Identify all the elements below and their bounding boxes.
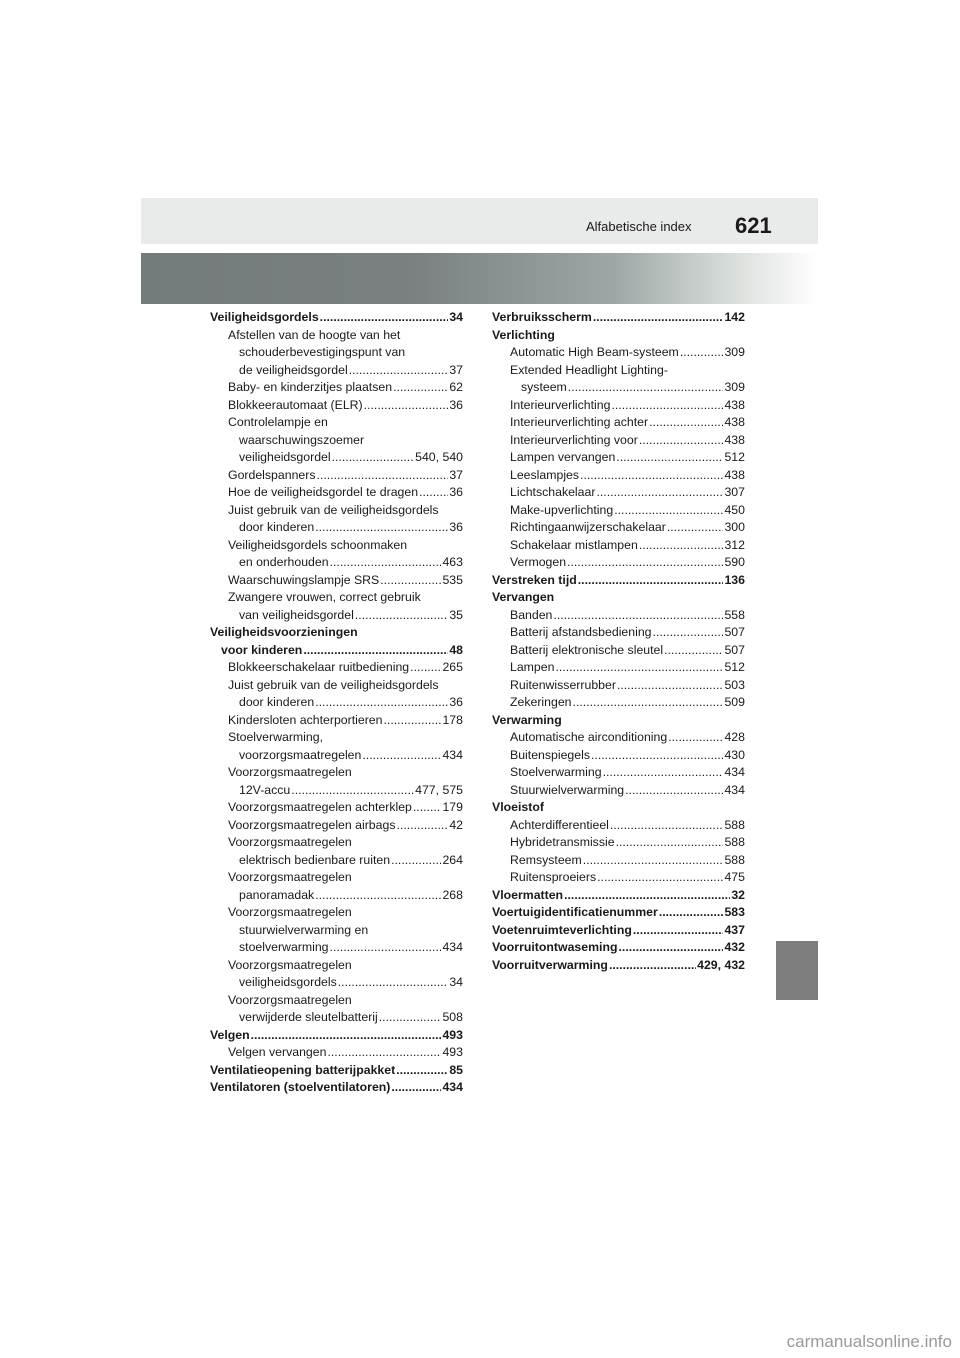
index-entry <box>492 414 745 432</box>
entry-page: 503 <box>724 677 745 692</box>
entry-page: 264 <box>442 852 463 867</box>
dot-leader <box>668 729 723 747</box>
entry-page: 450 <box>724 502 745 517</box>
index-entry <box>492 537 745 555</box>
index-entry <box>492 904 745 922</box>
entry-term: Voertuigidentificatienummer <box>492 905 658 919</box>
dot-leader <box>580 467 723 485</box>
dot-leader <box>391 852 441 870</box>
entry-term: Automatische airconditioning <box>510 730 668 744</box>
entry-term: Blokkeerschakelaar ruitbediening <box>228 660 410 674</box>
dot-leader <box>614 502 723 520</box>
entry-term: Verbruiksscherm <box>492 310 592 324</box>
entry-term: Richtingaanwijzerschakelaar <box>510 520 666 534</box>
entry-term: Lichtschakelaar <box>510 485 596 499</box>
index-entry <box>210 887 463 905</box>
dot-leader <box>664 642 723 660</box>
entry-term: Lampen <box>510 660 555 674</box>
entry-page: 268 <box>442 887 463 902</box>
entry-term: Velgen <box>210 1027 250 1042</box>
dot-leader <box>616 449 723 467</box>
index-line: Juist gebruik van de veiligheidsgordels <box>228 502 439 517</box>
index-entry <box>492 432 745 450</box>
index-line: Voorzorgsmaatregelen <box>228 835 352 849</box>
entry-page: 265 <box>442 660 463 674</box>
dot-leader <box>338 974 449 992</box>
index-entry <box>210 782 463 800</box>
entry-page: 36 <box>449 520 463 534</box>
entry-page: 428 <box>724 730 745 744</box>
dot-leader <box>317 467 449 485</box>
index-entry <box>210 554 463 572</box>
index-entry <box>210 852 463 870</box>
entry-page: 429, 432 <box>697 957 745 972</box>
entry-page: 178 <box>442 712 463 727</box>
index-entry <box>492 397 745 415</box>
entry-term: Kindersloten achterportieren <box>228 712 383 727</box>
index-entry <box>210 484 463 502</box>
entry-term: Interieurverlichting <box>510 397 611 412</box>
dot-leader <box>320 309 449 327</box>
entry-term: Voorruitontwaseming <box>492 940 618 954</box>
index-entry <box>210 799 463 817</box>
entry-term: Voetenruimteverlichting <box>492 922 632 937</box>
entry-term: Voorzorgsmaatregelen airbags <box>228 817 396 832</box>
index-entry <box>210 1044 463 1062</box>
dot-leader <box>617 677 724 695</box>
dot-leader <box>578 572 724 590</box>
entry-page: 36 <box>449 485 463 499</box>
index-entry <box>492 887 745 905</box>
index-entry <box>210 467 463 485</box>
index-entry <box>210 362 463 380</box>
dot-leader <box>364 397 449 415</box>
entry-page: 509 <box>724 695 745 709</box>
entry-page: 434 <box>442 1080 463 1094</box>
entry-term: Ruitensproeiers <box>510 870 597 884</box>
entry-term: Ventilatieopening batterijpakket <box>210 1062 396 1077</box>
entry-page: 438 <box>724 397 745 412</box>
entry-term: voor kinderen <box>221 642 303 657</box>
index-entry <box>492 572 745 590</box>
dot-leader <box>597 869 723 887</box>
entry-term: voorzorgsmaatregelen <box>239 747 362 762</box>
dot-leader <box>583 852 724 870</box>
entry-term: Interieurverlichting voor <box>510 432 638 447</box>
entry-term: Batterij elektronische sleutel <box>510 642 664 657</box>
entry-term: stoelverwarming <box>239 940 329 954</box>
entry-page: 437 <box>724 922 745 937</box>
index-line: Juist gebruik van de veiligheidsgordels <box>228 677 439 692</box>
entry-page: 493 <box>442 1045 463 1059</box>
index-entry <box>492 659 745 677</box>
dot-leader <box>680 344 724 362</box>
dot-leader <box>379 1009 442 1027</box>
dot-leader <box>618 939 723 957</box>
entry-page: 558 <box>724 607 745 622</box>
dot-leader <box>553 607 723 625</box>
entry-page: 477, 575 <box>415 782 463 797</box>
index-line: Veiligheidsgordels schoonmaken <box>228 537 408 552</box>
entry-page: 438 <box>724 432 745 447</box>
index-entry <box>210 817 463 835</box>
entry-term: Ventilatoren (stoelventilatoren) <box>210 1080 391 1094</box>
entry-page: 48 <box>449 642 463 657</box>
index-entry <box>492 607 745 625</box>
entry-term: Stoelverwarming <box>510 765 602 779</box>
chapter-tab <box>776 941 818 1000</box>
entry-page: 34 <box>449 975 463 989</box>
dot-leader <box>315 694 448 712</box>
entry-page: 179 <box>442 800 463 814</box>
index-entry <box>492 484 745 502</box>
dot-leader <box>625 782 723 800</box>
entry-term: Vermogen <box>510 555 567 569</box>
dot-leader <box>330 554 442 572</box>
index-entry <box>492 624 745 642</box>
entry-page: 438 <box>724 467 745 482</box>
index-entry <box>210 519 463 537</box>
index-entry <box>492 957 745 975</box>
entry-page: 312 <box>724 537 745 552</box>
entry-page: 85 <box>449 1062 463 1077</box>
entry-term: en onderhouden <box>239 555 329 569</box>
entry-term: Batterij afstandsbediening <box>510 625 652 639</box>
header-banner <box>141 253 818 304</box>
entry-term: 12V-accu <box>239 782 291 797</box>
entry-term: Veiligheidsgordels <box>210 310 319 324</box>
dot-leader <box>362 747 441 765</box>
index-entry <box>492 939 745 957</box>
dot-leader <box>391 1079 441 1097</box>
dot-leader <box>315 519 448 537</box>
index-entry <box>492 782 745 800</box>
dot-leader <box>610 817 724 835</box>
entry-page: 475 <box>724 870 745 884</box>
index-entry <box>210 397 463 415</box>
index-entry <box>210 1079 463 1097</box>
index-line: Veiligheidsvoorzieningen <box>210 625 358 639</box>
entry-page: 540, 540 <box>415 450 463 464</box>
entry-page: 463 <box>442 555 463 569</box>
entry-term: Velgen vervangen <box>228 1045 327 1059</box>
dot-leader <box>315 887 441 905</box>
section-title: Alfabetische index <box>586 219 692 234</box>
index-entry <box>210 1027 463 1045</box>
entry-page: 588 <box>724 852 745 867</box>
index-line: Vloeistof <box>492 800 544 814</box>
index-entry <box>210 1009 463 1027</box>
dot-leader <box>611 397 723 415</box>
entry-term: Achterdifferentieel <box>510 817 609 832</box>
entry-page: 430 <box>724 747 745 762</box>
index-line: waarschuwingszoemer <box>239 432 365 447</box>
entry-term: elektrisch bedienbare ruiten <box>239 852 391 867</box>
entry-page: 62 <box>449 380 463 394</box>
entry-page: 36 <box>449 695 463 709</box>
entry-term: Ruitenwisserrubber <box>510 677 616 692</box>
entry-term: Baby- en kinderzitjes plaatsen <box>228 380 393 394</box>
entry-term: Zekeringen <box>510 695 572 709</box>
index-entry <box>210 572 463 590</box>
entry-page: 434 <box>442 747 463 762</box>
index-line: Voorzorgsmaatregelen <box>228 905 352 919</box>
index-line: Zwangere vrouwen, correct gebruik <box>228 590 421 604</box>
index-entry <box>210 1062 463 1080</box>
index-line: Voorzorgsmaatregelen <box>228 957 352 972</box>
index-line: Verlichting <box>492 327 555 342</box>
index-entry <box>210 974 463 992</box>
entry-term: Remsysteem <box>510 852 582 867</box>
index-entry <box>492 852 745 870</box>
index-line: Vervangen <box>492 590 555 604</box>
entry-page: 434 <box>724 765 745 779</box>
index-line: Voorzorgsmaatregelen <box>228 992 352 1007</box>
entry-term: Lampen vervangen <box>510 450 616 464</box>
index-entry <box>492 747 745 765</box>
entry-page: 512 <box>724 450 745 464</box>
dot-leader <box>639 432 724 450</box>
dot-leader <box>393 379 448 397</box>
dot-leader <box>396 1062 448 1080</box>
entry-page: 309 <box>724 380 745 394</box>
entry-page: 590 <box>724 555 745 569</box>
dot-leader <box>667 519 724 537</box>
index-entry <box>210 712 463 730</box>
dot-leader <box>413 799 442 817</box>
index-entry <box>210 379 463 397</box>
header-bar <box>141 198 818 244</box>
dot-leader <box>567 554 723 572</box>
entry-term: Stuurwielverwarming <box>510 782 625 797</box>
dot-leader <box>380 572 441 590</box>
dot-leader <box>384 712 442 730</box>
index-entry <box>492 344 745 362</box>
entry-term: veiligheidsgordel <box>239 450 331 464</box>
dot-leader <box>649 414 723 432</box>
index-entry <box>492 694 745 712</box>
entry-term: Buitenspiegels <box>510 747 590 762</box>
index-entry <box>210 642 463 660</box>
index-entry <box>492 502 745 520</box>
entry-term: Voorruitverwarming <box>492 957 608 972</box>
dot-leader <box>555 659 723 677</box>
dot-leader <box>330 939 442 957</box>
index-line: schouderbevestigingspunt van <box>239 345 406 359</box>
dot-leader <box>327 1044 441 1062</box>
entry-page: 507 <box>724 625 745 639</box>
dot-leader <box>659 904 724 922</box>
index-line: Voorzorgsmaatregelen <box>228 765 352 779</box>
dot-leader <box>396 817 448 835</box>
entry-page: 309 <box>724 345 745 359</box>
index-entry <box>210 449 463 467</box>
index-entry <box>210 659 463 677</box>
entry-term: veiligheidsgordels <box>239 975 337 989</box>
entry-term: Hoe de veiligheidsgordel te dragen <box>228 485 419 499</box>
entry-page: 42 <box>449 817 463 832</box>
index-entry <box>492 449 745 467</box>
dot-leader <box>410 659 441 677</box>
entry-page: 34 <box>449 310 463 324</box>
index-entry <box>210 747 463 765</box>
entry-page: 438 <box>724 415 745 429</box>
dot-leader <box>419 484 448 502</box>
dot-leader <box>303 642 448 660</box>
entry-term: door kinderen <box>239 520 315 534</box>
index-entry <box>492 729 745 747</box>
dot-leader <box>653 624 724 642</box>
dot-leader <box>291 782 414 800</box>
dot-leader <box>332 449 415 467</box>
dot-leader <box>591 747 723 765</box>
entry-term: Interieurverlichting achter <box>510 415 649 429</box>
entry-term: verwijderde sleutelbatterij <box>239 1010 378 1024</box>
dot-leader <box>596 484 723 502</box>
entry-page: 35 <box>449 607 463 622</box>
entry-page: 583 <box>724 905 745 919</box>
entry-term: Leeslampjes <box>510 467 580 482</box>
page-number: 621 <box>735 213 772 238</box>
dot-leader <box>349 362 449 380</box>
index-entry <box>492 834 745 852</box>
entry-term: Hybridetransmissie <box>510 835 615 849</box>
index-column-right <box>492 309 745 974</box>
dot-leader <box>573 694 724 712</box>
entry-term: Gordelspanners <box>228 467 316 482</box>
index-entry <box>492 519 745 537</box>
index-entry <box>492 642 745 660</box>
index-entry <box>210 607 463 625</box>
entry-page: 432 <box>724 940 745 954</box>
entry-term: Verstreken tijd <box>492 572 577 587</box>
index-entry <box>492 677 745 695</box>
entry-term: door kinderen <box>239 695 315 709</box>
entry-term: Blokkeerautomaat (ELR) <box>228 397 363 412</box>
entry-page: 507 <box>724 642 745 657</box>
dot-leader <box>355 607 448 625</box>
index-entry <box>492 467 745 485</box>
entry-page: 307 <box>724 485 745 499</box>
dot-leader <box>251 1027 442 1045</box>
entry-page: 434 <box>724 782 745 797</box>
entry-page: 37 <box>449 467 463 482</box>
index-entry <box>492 817 745 835</box>
entry-page: 535 <box>442 572 463 587</box>
dot-leader <box>593 309 724 327</box>
entry-page: 36 <box>449 397 463 412</box>
entry-page: 588 <box>724 835 745 849</box>
entry-term: de veiligheidsgordel <box>239 362 348 377</box>
dot-leader <box>639 537 724 555</box>
index-line: Controlelampje en <box>228 415 328 429</box>
index-entry <box>492 379 745 397</box>
index-entry <box>492 309 745 327</box>
entry-term: Automatic High Beam-systeem <box>510 345 679 359</box>
index-line: Voorzorgsmaatregelen <box>228 870 352 884</box>
index-entry <box>492 869 745 887</box>
index-line: stuurwielverwarming en <box>239 922 369 937</box>
index-line: Extended Headlight Lighting- <box>510 362 668 377</box>
index-entry <box>492 764 745 782</box>
entry-page: 136 <box>724 572 745 587</box>
entry-page: 37 <box>449 362 463 377</box>
entry-term: van veiligheidsgordel <box>239 607 354 622</box>
entry-term: Banden <box>510 607 553 622</box>
entry-term: Voorzorgsmaatregelen achterklep <box>228 800 412 814</box>
index-line: Verwarming <box>492 712 562 727</box>
entry-page: 32 <box>731 887 745 902</box>
index-line: Stoelverwarming, <box>228 730 323 744</box>
index-entry <box>492 922 745 940</box>
entry-page: 493 <box>442 1027 463 1042</box>
entry-page: 142 <box>724 310 745 324</box>
entry-term: Vloermatten <box>492 887 564 902</box>
index-entry <box>210 694 463 712</box>
dot-leader <box>564 887 730 905</box>
entry-term: Waarschuwingslampje SRS <box>228 572 380 587</box>
dot-leader <box>568 379 724 397</box>
index-line: Afstellen van de hoogte van het <box>228 327 401 342</box>
entry-term: Make-upverlichting <box>510 502 614 517</box>
index-column-left <box>210 309 463 1097</box>
entry-page: 588 <box>724 817 745 832</box>
index-entry <box>492 554 745 572</box>
entry-page: 434 <box>442 940 463 954</box>
entry-term: systeem <box>521 380 567 394</box>
dot-leader <box>633 922 724 940</box>
entry-term: Schakelaar mistlampen <box>510 537 638 552</box>
entry-term: panoramadak <box>239 887 315 902</box>
watermark: carmanualsonline.info <box>786 1332 952 1351</box>
dot-leader <box>609 957 696 975</box>
entry-page: 512 <box>724 660 745 674</box>
dot-leader <box>616 834 724 852</box>
dot-leader <box>603 764 724 782</box>
index-entry <box>210 309 463 327</box>
entry-page: 508 <box>442 1010 463 1024</box>
index-entry <box>210 939 463 957</box>
entry-page: 300 <box>724 520 745 534</box>
